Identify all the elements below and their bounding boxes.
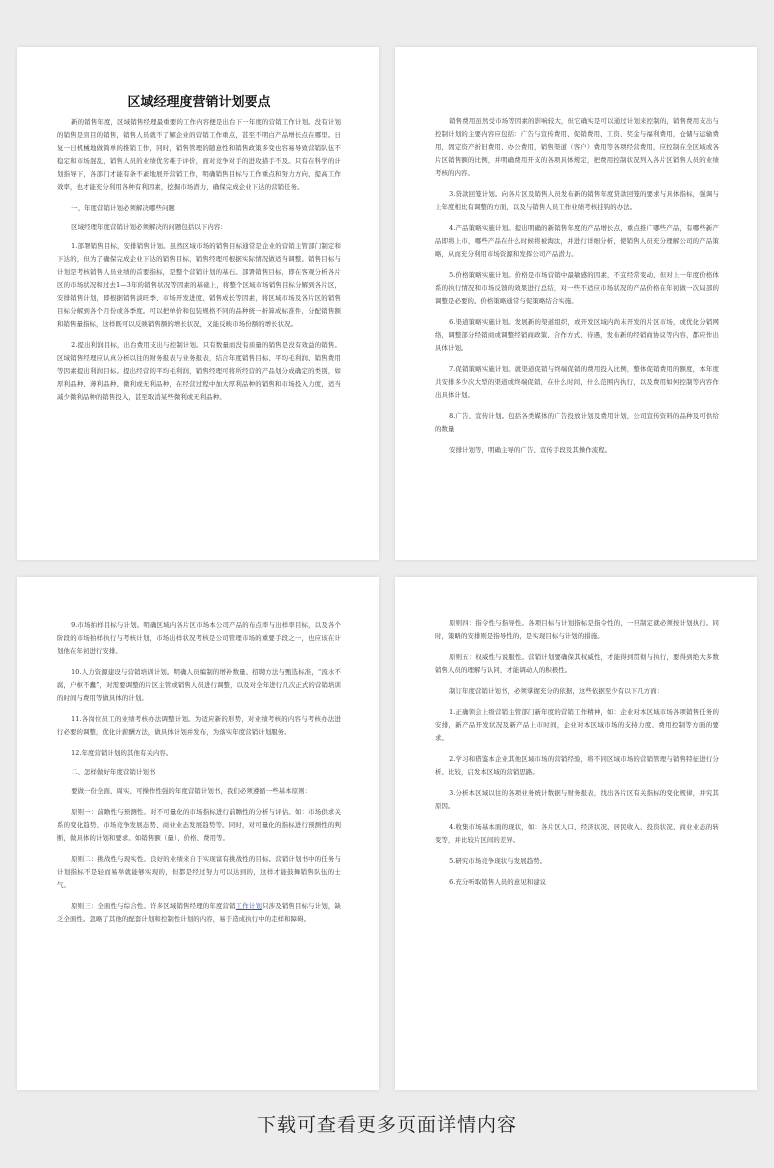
paragraph: 12.年度营销计划的其他有关内容。: [71, 749, 173, 757]
paragraph: 要做一份全面、周实、可操作性强的年度营销计划书，我们必须遵循一些基本原则：: [71, 787, 312, 795]
paragraph: 安排计划等，明确主导的广告、宣传手段及其操作流程。: [449, 446, 612, 454]
paragraph-text: 只涉及销售目标与计划，缺乏全面性。忽略了其他的配套计划和控制性计划的内容，易于造成执行中的走样和障碍。: [57, 902, 341, 923]
paragraph: 4.产品策略实施计划。提出明确的新销售年度的产品增长点，重点推广哪些产品，有哪些新产品即将上市，哪些产品在什么时候将被淘汰，并进行详细分析，使销售人员充分理解公司的产品策略，从而充分利用市场资源和发挥公司产品潜力。: [435, 224, 719, 258]
paragraph: 原则一：前瞻性与预测性。对不可量化的市场指标进行前瞻性的分析与评估。如：市场供求关系的变化趋势、市场竞争发展态势、商业业态发展趋势等。同时，对可量化的指标进行预测性的判断，做具体的计划和要求。如销售额（量）、价格、费用等。: [57, 808, 341, 842]
paragraph: 5.价格策略实施计划。价格是市场营销中最敏感的因素，不宜经常变动，但对上一年度价格体系的执行情况和市场反馈的效果进行总结，对一些不适应市场状况的产品价格在年初做一次局部的调整是必要的。价格策略通常与促策略结合实施。: [435, 271, 719, 305]
section-heading: 二、怎样做好年度营销计划书: [71, 768, 156, 776]
document-page-2: [395, 47, 757, 560]
paragraph: 4.收集市场基本面的现状，如：各片区人口、经济状况、居民收入、投资状况、商业业态的转变等，并比较片区间的差异。: [435, 823, 719, 844]
paragraph: 7.促销策略实施计划。就渠道促销与终端促销的费用投入比例，整体促销费用的额度，本年度共安排多少次大型的渠道或终端促销，在什么时间，什么范围内执行，以及费用如何控制等内容作出具体计划。: [435, 365, 719, 399]
document-page-4: [395, 577, 757, 1090]
paragraph: 原则二：挑战性与现实性。良好的业绩来自于实现富有挑战性的目标。营销计划书中的任务与计划指标不是轻而易举就能够实现的，但都是经过努力可以达到的，这样才能鼓舞销售队伍的士气。: [57, 855, 341, 889]
paragraph: 10.人力资源建设与营销培训计划。明确人员编制的增补数量、招聘方法与甄选标准，“流水不腐，户枢不蠹”，对需要调整的片区主管或销售人员进行调整，以及对全年进行几次正式的营销培训的时间与费用等做具体的计划。: [57, 668, 341, 702]
paragraph: 8.广告、宣传计划。包括各类媒体的广告投放计划及费用计划，公司宣传资料的品种及可供给的数量: [435, 412, 719, 433]
paragraph: [57, 900, 341, 926]
paragraph: 6.充分听取销售人员的意见和建议: [449, 878, 547, 886]
paragraph: 销售费用虽然受市场等因素的影响较大，但它确实是可以通过计划来控制的，销售费用支出与控制计划的主要内容应包括：广告与宣传费用、促销费用、工资、奖金与福利费用，仓储与运输费用，固定资产折旧费用、办公费用，销售渠道（客户）费用等各项经营费用，应控制在全区域或各片区销售额的比例，并明确费用开支的各项具体规定，把费用控制状况列入各片区销售人员的业绩考核的内容。: [435, 117, 719, 177]
paragraph: 区域经理年度营销计划必须解决的问题包括以下内容：: [71, 223, 227, 231]
paragraph: 6.渠道策略实施计划。发展新的渠道组织，或开发区域内尚未开发的片区市场，或优化分销网络，调整部分经销商或调整经销商政策、合作方式、待遇，发布新的经销商协议等内容，都应作出具体计划。: [435, 318, 719, 352]
paragraph-text: 原则三：全面性与综合性。许多区域销售经理的年度营销: [71, 902, 236, 910]
paragraph: 2.提出利润目标，出台费用支出与控制计划。只有数量而没有质量的销售是没有效益的销售。区域销售经理应认真分析以往的财务报表与业务报表，结合年度销售目标、平均毛利润、销售费用等因素提出利润目标。提出经营的平均毛利润，销售经理可将所经营的产品划分成确定的类别，如厚利品种、薄利品种、微利或无利品种，在经营过程中加大厚利品种的销售和市场投入力度，适当减少微利品种的销售投入，甚至取消某些微利或无利品种。: [57, 341, 341, 401]
paragraph: 5.研究市场竞争现状与发展趋势。: [449, 857, 547, 865]
section-heading: 一、年度营销计划必须解决哪些问题: [71, 204, 175, 212]
work-plan-link[interactable]: 工作计划: [235, 902, 263, 910]
paragraph: 11.各岗位员工的业绩考核办法调整计划。为适应新的形势，对业绩考核的内容与考核办法进行必要的调整，优化计薪酬方法，做具体计划并发布，为落实年度营销计划服务。: [57, 715, 341, 736]
paragraph: 3.分析本区域以往的各项业务统计数据与财务报表，找出各片区有关指标的变化规律，并究其原因。: [435, 789, 719, 810]
paragraph: 1.正确领会上级营销主管部门新年度的营销工作精神，如：企业对本区域市场各项销售任务的安排，新产品开发状况及新产品上市时间，企业对本区域市场的支持力度、费用控制等方面的要求。: [435, 708, 719, 742]
paragraph: 1.部署销售目标，安排销售计划。虽然区域市场的销售目标通常是企业的营销主管部门制定和下达的，但为了确保完成企业下达的销售目标，销售经理可根据实际情况做适当调整。销售目标与计划是考核销售人员业绩的首要指标，是整个营销计划的基石。部署销售目标，即在客观分析各片区的市场状况和过去1—3年的销售状况等因素的基础上，将整个区域市场销售目标分解到各片区，安排销售计划，即根据销售淡旺季、市场开发进度、销售成长等因素，将区域市场及各片区的销售目标分解到各个月份或各季度。可以把单价和包装规格不同的品种统一折算成标准件，分配销售额和销售量指标，这样既可以反映销售额的增长状况，又能反映市场份额的增长状况。: [57, 242, 341, 328]
paragraph: 2.学习和借鉴本企业其他区域市场的营销经验，将不同区域市场的营销管理与销售特征进行分析、比较，启发本区域的营销思路。: [435, 755, 719, 776]
paragraph: 9.市场拍样目标与计划。明确区域内各片区市场本公司产品的布点率与出样率目标，以及各个阶段的市场拍样执行与考核计划，市场出样状况考核是公司管理市场的重要手段之一，也应该在计划他在年初进行安排。: [57, 621, 341, 655]
paragraph: 3.贷款回笼计划。向各片区及销售人员发布新的销售年度贷款回笼的要求与具体指标，强调与上年度相比有调整的方面，以及与销售人员工作业绩考核挂钩的办法。: [435, 190, 719, 211]
document-page-1: [17, 47, 379, 560]
intro-paragraph: 新的销售年度，区域销售经理最重要的工作内容便是出台下一年度的营销工作计划。没有计划的销售是盲目的销售，销售人员就不了解企业的营销工作重点，甚至不明白产品增长点在哪里。日复一日机械地做简单的推销工作，同时，销售管理的随意性和销售政策多变也容易导致营销队伍不稳定和市场混乱，销售人员的业绩优劣难于评价，面对竞争对手的进攻措手不及。只有在科学的计划指导下，各部门才能有条不紊地展开营销工作，明确销售目标与工作重点和努力方向，提高工作效率，也才能充分利用各种有利因素，挖掘市场潜力，确保完成企业下达的营销任务。: [57, 118, 341, 191]
download-more-caption[interactable]: 下载可查看更多页面详情内容: [256, 1114, 517, 1136]
paragraph: 原则四：指令性与指导性。各项目标与计划指标是指令性的，一旦制定就必须按计划执行。同时，策略的安排则是指导性的，是实现目标与计划的措施。: [435, 619, 719, 640]
paragraph: 原则五：权威性与说服性。营销计划要确保其权威性，才能得到贯彻与执行，要得到绝大多数销售人员的理解与认同，才能调动人的积极性。: [435, 653, 719, 674]
document-page-3: [17, 577, 379, 1090]
document-title: 区域经理度营销计划要点: [127, 95, 271, 110]
paragraph: 制订年度营销计划书，必须掌握充分的依据，这些依据至少有以下几方面：: [449, 687, 664, 695]
